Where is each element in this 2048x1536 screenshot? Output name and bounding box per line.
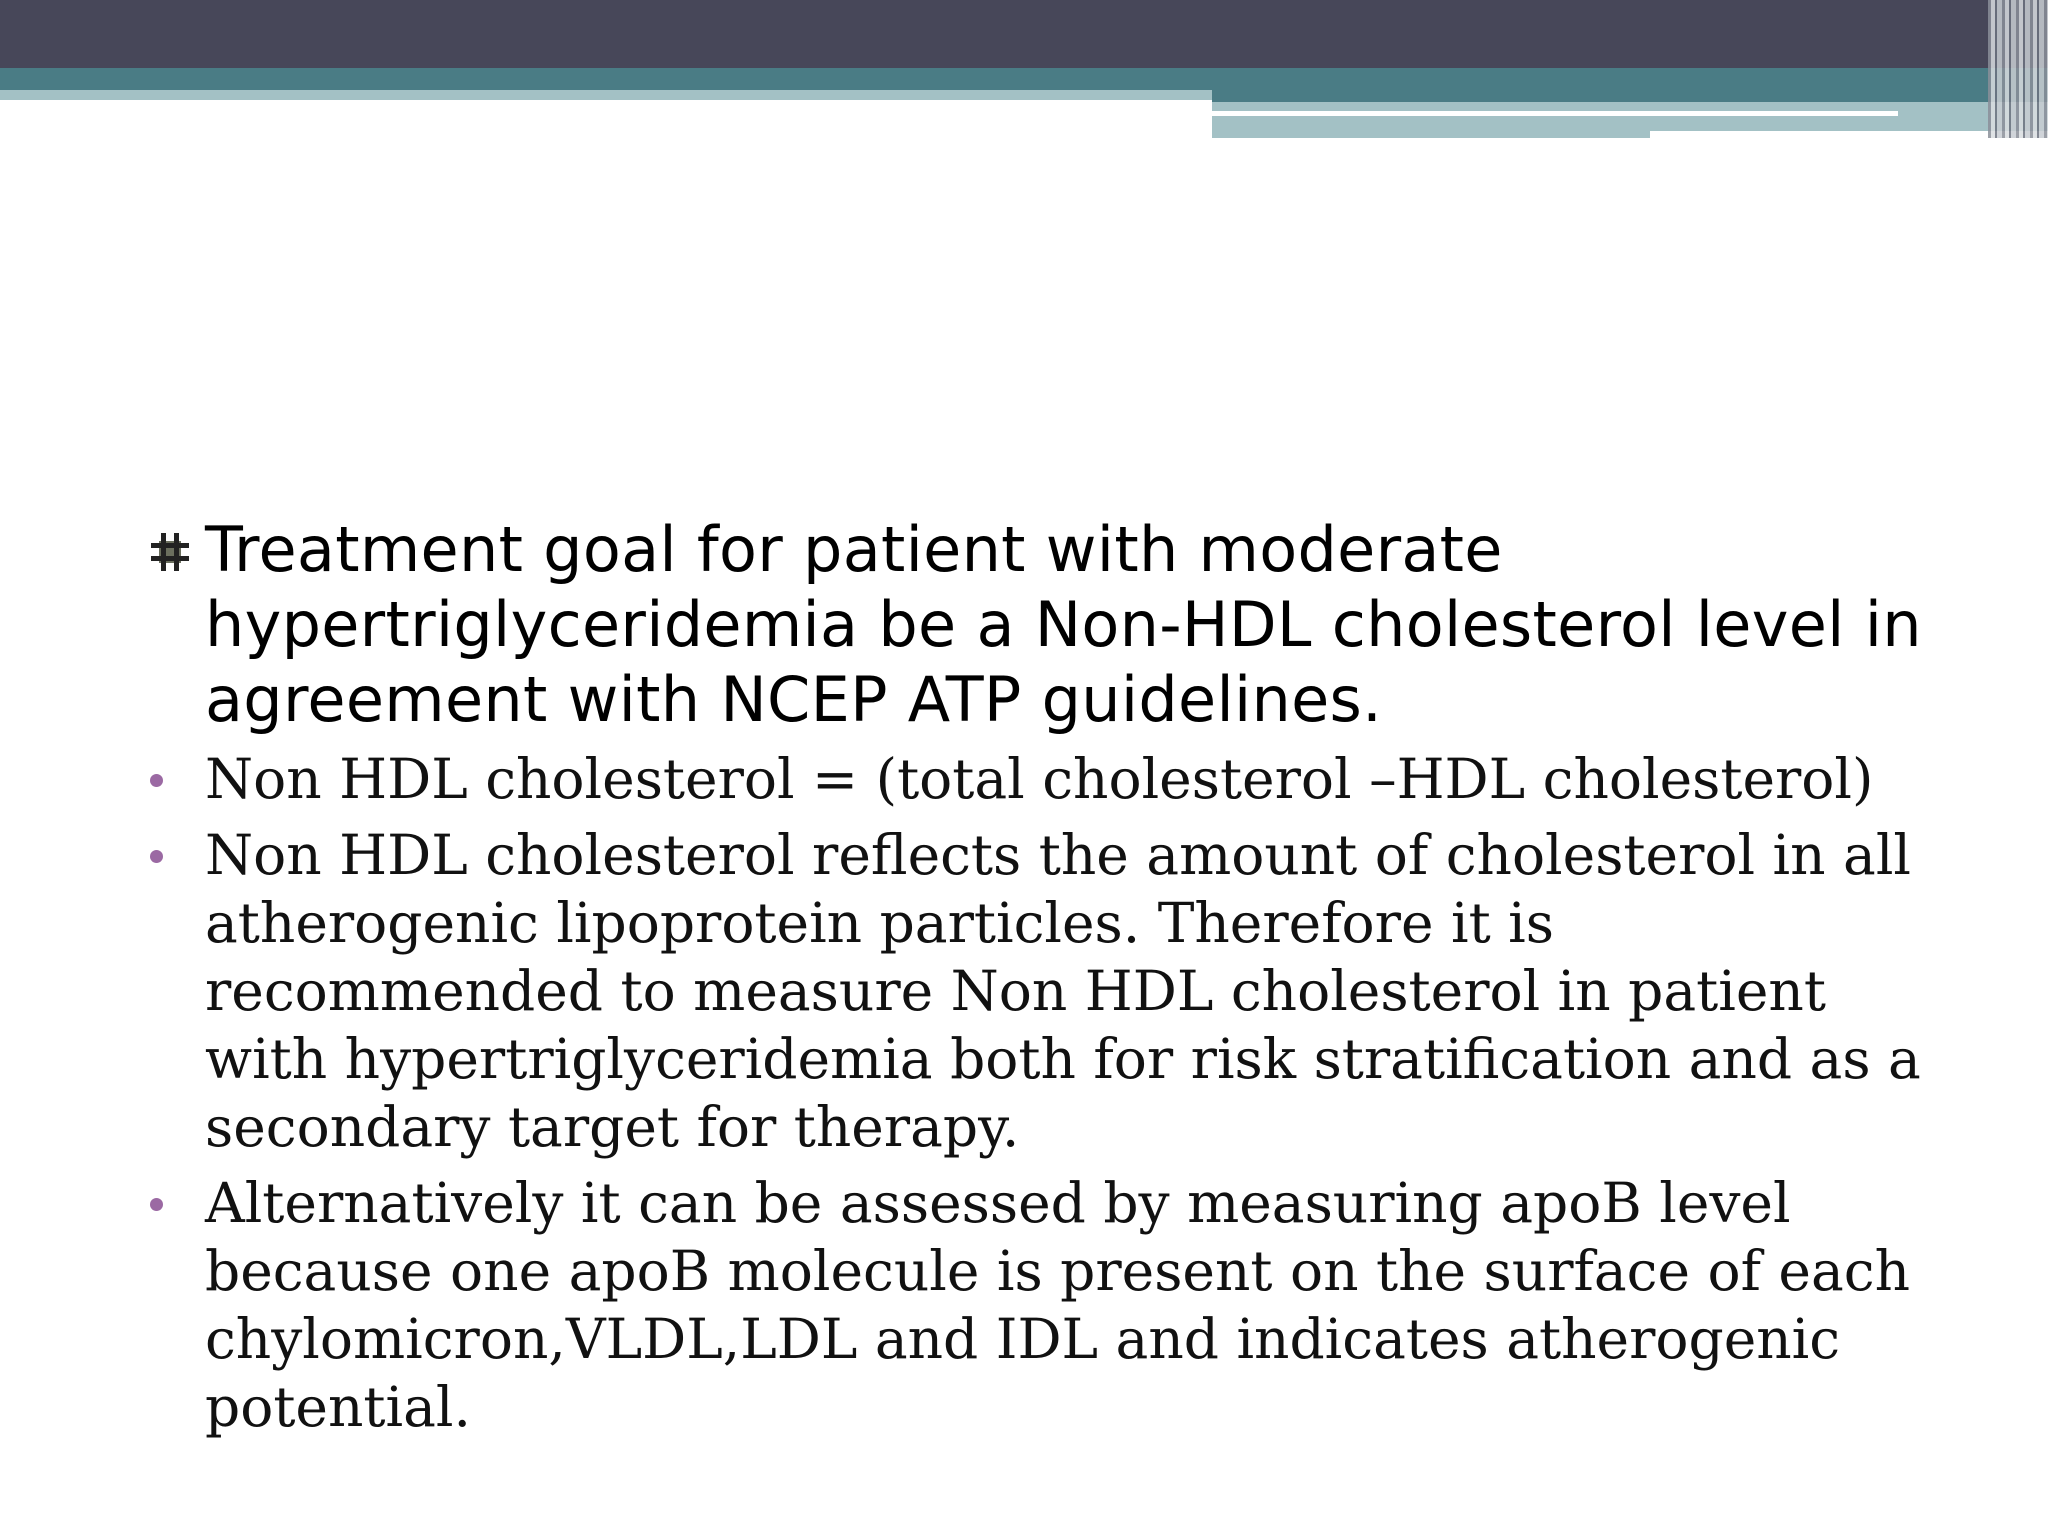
dot-bullet-icon xyxy=(150,850,163,863)
slide-body xyxy=(140,512,1940,1441)
bullet-text: Non HDL cholesterol reflects the amount of cholesterol in all atherogenic lipoprotein particles. Therefore it is recommended to measure Non HDL cholesterol in patient with hypertriglyceridemia both for risk stratification and as a secondary target for therapy. xyxy=(205,823,1921,1159)
bullet-text: Alternatively it can be assessed by measuring apoB level because one apoB molecule is present on the surface of each chylomicron,VLDL,LDL and IDL and indicates atherogenic potential. xyxy=(205,1171,1910,1439)
lead-bullet-text: Treatment goal for patient with moderate hypertriglyceridemia be a Non-HDL cholesterol level in agreement with NCEP ATP guidelines. xyxy=(205,513,1922,736)
dot-bullet-icon xyxy=(150,774,163,787)
header-band-teal-right xyxy=(1212,90,2048,102)
bullet-item xyxy=(140,745,1940,813)
lead-bullet-item xyxy=(140,512,1940,737)
dot-bullet-icon xyxy=(150,1198,163,1211)
bullet-item xyxy=(140,821,1940,1161)
header-band-dark xyxy=(0,0,2048,68)
header-edge-stripes xyxy=(1988,0,2048,138)
bullet-text: Non HDL cholesterol = (total cholesterol –HDL cholesterol) xyxy=(205,747,1874,811)
bullet-item xyxy=(140,1169,1940,1441)
header-band-light-left xyxy=(0,90,1212,100)
header-band-teal xyxy=(0,68,2048,90)
header-white-line xyxy=(1212,111,1898,116)
square-hash-bullet-icon xyxy=(150,532,190,572)
